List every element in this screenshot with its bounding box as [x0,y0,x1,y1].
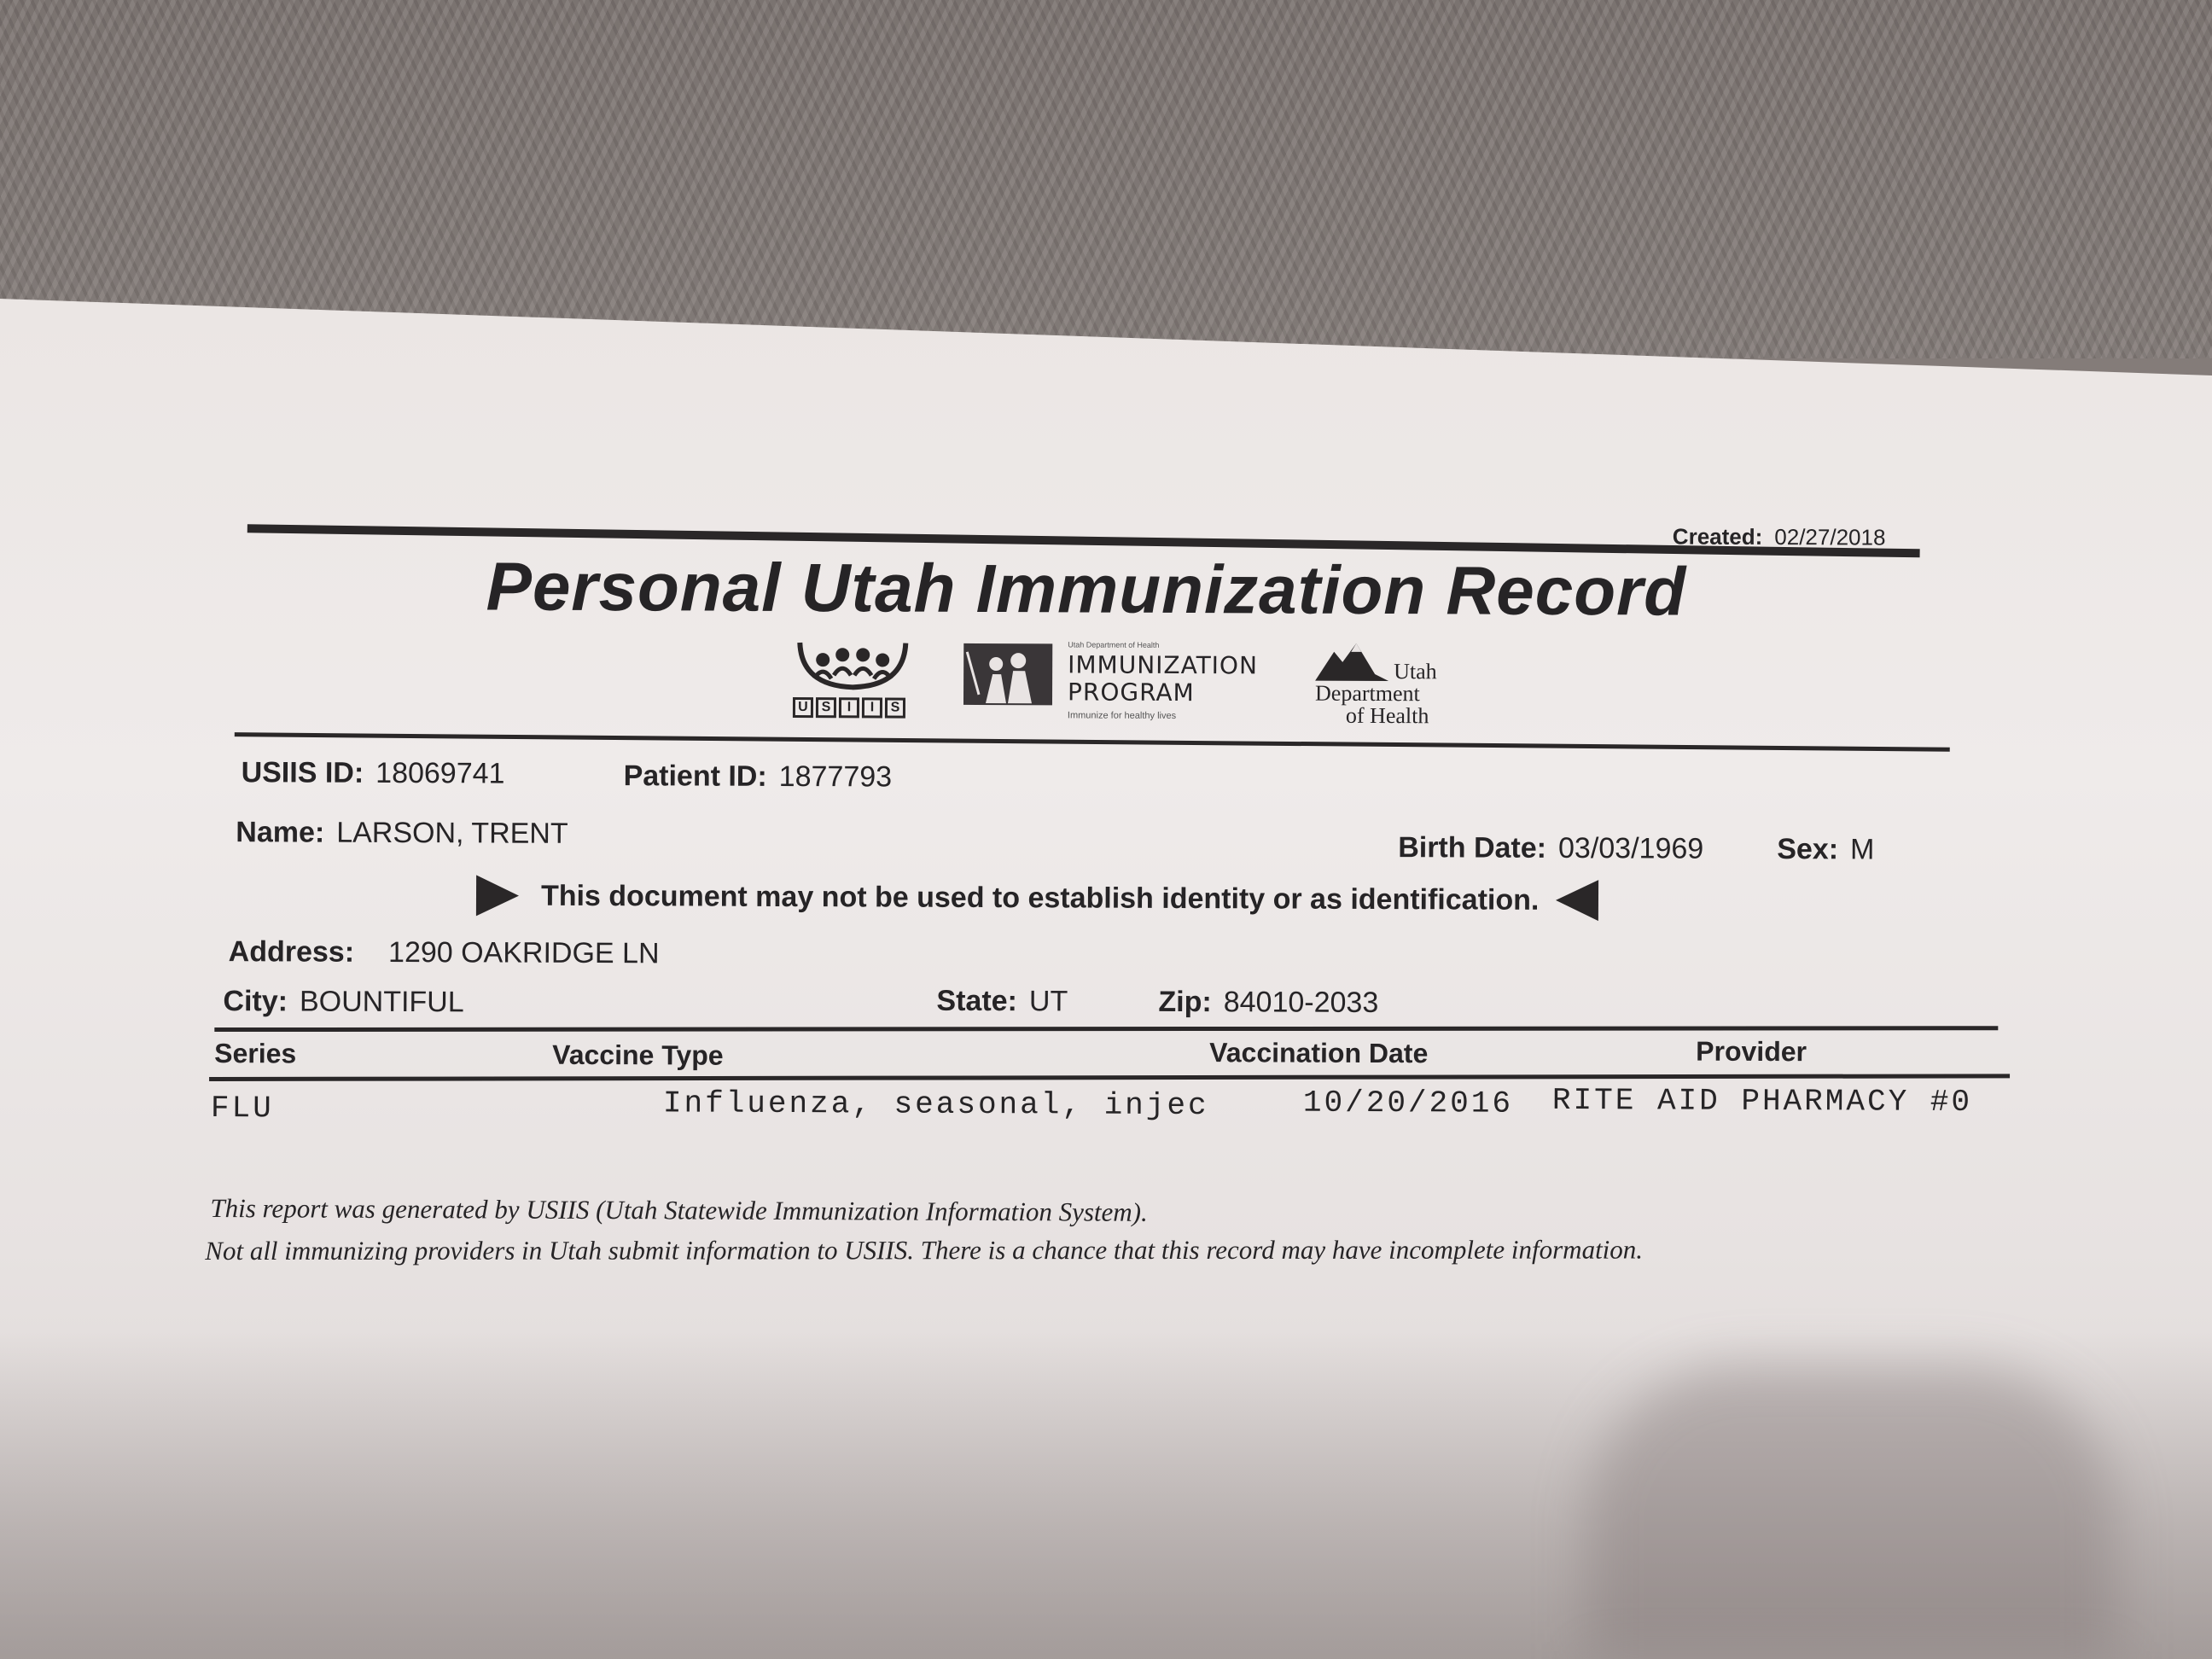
logo-row [793,634,1476,739]
state-label: State: [936,984,1018,1018]
city-value: BOUNTIFUL [299,985,464,1019]
utah-health-logo [1313,640,1484,735]
table-cell-series: FLU [210,1091,274,1126]
usiis-letter-boxes [793,697,905,719]
sex-label: Sex: [1777,833,1839,866]
identity-notice [476,875,1599,921]
immunization-logo-line1: IMMUNIZATION [1068,650,1259,680]
usiis-logo [793,634,912,729]
mountain-icon [1313,640,1390,683]
table-cell-vaccine-type: Influenza, seasonal, injec [662,1086,1209,1124]
identity-notice-text: This document may not be used to establish identity or as identification. [540,879,1540,917]
usiis-letter: I [862,697,882,718]
birth-date-label: Birth Date: [1398,831,1547,864]
state-field [936,985,1068,1019]
city-label: City: [223,985,288,1018]
table-cell-provider: RITE AID PHARMACY #0 [1551,1082,1973,1121]
patient-id-field [624,760,893,794]
column-header-series: Series [214,1038,297,1069]
state-value: UT [1028,985,1068,1018]
immunization-logo-line2: PROGRAM [1067,678,1195,707]
usiis-letter: S [816,697,836,718]
name-value: LARSON, TRENT [336,816,568,850]
udoh-line3: of Health [1345,702,1429,729]
footer-note-line1: This report was generated by USIIS (Utah Statewide Immunization Information System). [210,1193,1148,1227]
patient-id-label: Patient ID: [623,760,767,793]
table-header-rule [209,1074,2010,1081]
table-top-rule [214,1026,1998,1032]
address-value: 1290 OAKRIDGE LN [387,935,660,970]
hand-shadow [1587,1365,2116,1659]
immunization-small-caption: Utah Department of Health [1068,640,1160,649]
arrow-right-icon [476,875,519,916]
column-header-vaccination-date: Vaccination Date [1209,1037,1429,1069]
immunization-record [201,504,2031,1330]
usiis-id-field [242,756,505,790]
column-header-vaccine-type: Vaccine Type [552,1039,724,1071]
immunization-family-icon [963,643,1052,705]
usiis-people-icon [793,634,912,698]
footer-note-line2: Not all immunizing providers in Utah submit information to USIIS. There is a chance that this record may have incomplete information. [205,1234,1644,1266]
sex-field [1777,833,1874,866]
table-cell-vaccination-date: 10/20/2016 [1302,1085,1514,1121]
zip-label: Zip: [1158,985,1212,1019]
page-title: Personal Utah Immunization Record [486,548,1687,630]
name-label: Name: [236,816,325,849]
created-value: 02/27/2018 [1774,524,1886,550]
usiis-letter: U [793,697,813,718]
usiis-letter: I [839,697,859,718]
usiis-letter: S [885,697,905,718]
created-label: Created: [1672,523,1763,550]
udoh-line2: Department [1314,680,1420,707]
created-date [1673,524,1886,551]
birth-date-value: 03/03/1969 [1557,831,1704,865]
name-field [236,816,568,851]
blanket-background [0,0,2212,358]
immunization-program-logo [963,640,1288,731]
arrow-left-icon [1556,880,1598,921]
birth-date-field [1398,831,1703,866]
city-field [223,985,463,1019]
column-header-provider: Provider [1696,1035,1807,1068]
address-label: Address: [228,935,355,969]
usiis-id-label: USIIS ID: [241,756,364,789]
zip-value: 84010-2033 [1223,986,1379,1020]
sex-value: M [1849,833,1875,866]
zip-field [1158,986,1378,1020]
udoh-line1: Utah [1394,659,1437,684]
immunization-tagline: Immunize for healthy lives [1067,710,1177,721]
patient-id-value: 1877793 [778,760,893,794]
usiis-id-value: 18069741 [375,756,505,790]
address-field [229,935,660,970]
